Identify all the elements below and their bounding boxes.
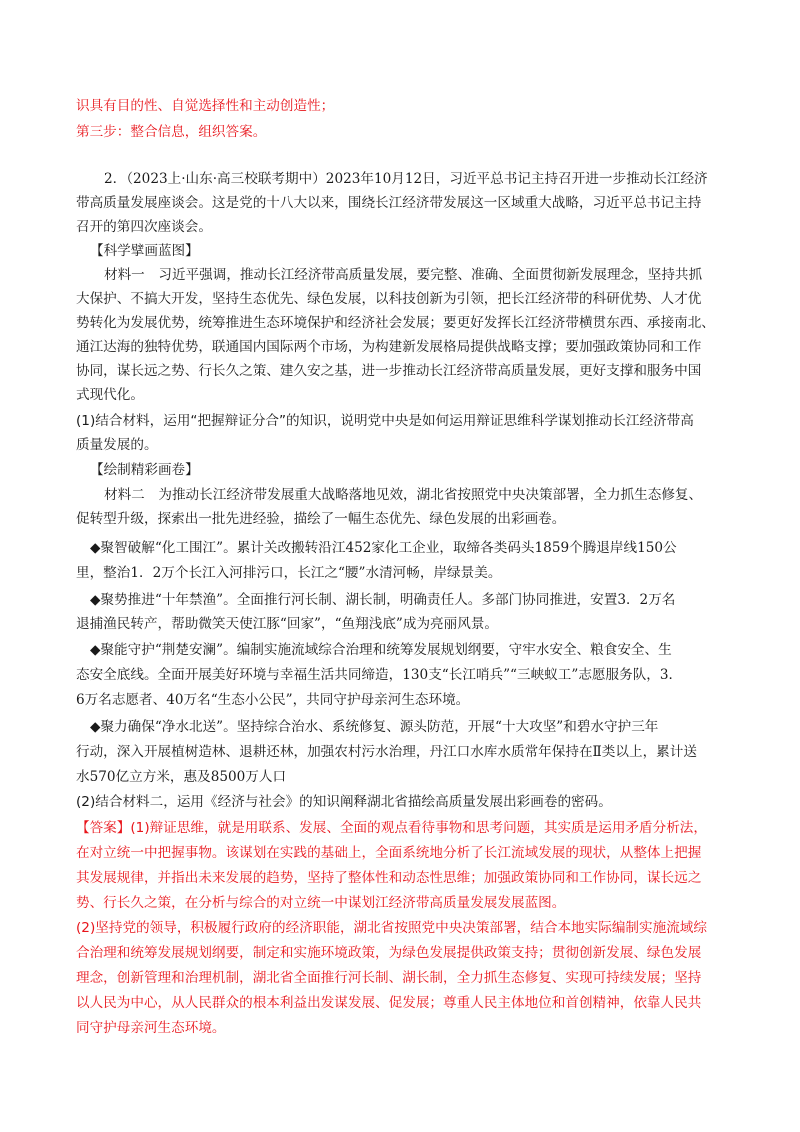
- answer-line: 其发展规律，并指出未来发展的趋势，坚持了整体性和动态性思维；加强政策协同和工作协同，谋长远之: [76, 870, 702, 886]
- answer-line: 在对立统一中把握事物。该谋划在实践的基础上，全面系统地分析了长江流域发展的现状，从整体上把握: [76, 845, 702, 861]
- section-title: 【科学擘画蓝图】: [90, 243, 199, 259]
- question-intro-line: 2．（2023上·山东·高三校联考期中）2023年10月12日，习近平总书记主持召开进一步推动长江经济: [104, 171, 708, 187]
- answer-text: (1)辩证思维，就是用联系、发展、全面的观点看待事物和思考问题，其实质是运用矛盾分析法，: [130, 820, 707, 836]
- bullet-line: 6万名志愿者、40万名“生态小公民”，共同守护母亲河生态环境。: [76, 692, 470, 708]
- answer-line: 势、行长久之策，在分析与综合的对立统一中谋划江经济带高质量发展发展蓝图。: [76, 895, 566, 911]
- material-line: 材料一 习近平强调，推动长江经济带高质量发展，要完整、准确、全面贯彻新发展理念，坚持共抓: [104, 267, 703, 283]
- bullet-line: 水570亿立方米，惠及8500万人口: [76, 769, 287, 785]
- answer-line: 同守护母亲河生态环境。: [76, 1020, 226, 1036]
- bullet-line: 态安全底线。全面开展美好环境与幸福生活共同缔造，130支“长江哨兵”“三峡蚁工”志愿服务队，3．: [76, 667, 683, 683]
- bullet-line: ◆聚势推进“十年禁渔”。全面推行河长制、湖长制，明确责任人。多部门协同推进，安置3．2万名: [90, 592, 676, 608]
- sub-question-line: (2)结合材料二，运用《经济与社会》的知识阐释湖北省描绘高质量发展出彩画卷的密码。: [76, 794, 612, 810]
- answer-label: 【答案】: [76, 820, 131, 836]
- material-line: 材料二 为推动长江经济带发展重大战略落地见效，湖北省按照党中央决策部署，全力抓生态修复、: [104, 487, 703, 503]
- bullet-line: ◆聚能守护“荆楚安澜”。编制实施流域综合治理和统筹发展规划纲要，守牢水安全、粮食安全、生: [90, 642, 672, 658]
- answer-line: 理念，创新管理和治理机制，湖北省全面推行河长制、湖长制，全力抓生态修复、实现可持续发展；坚持: [76, 970, 702, 986]
- sub-question-line: 质量发展的。: [76, 437, 158, 453]
- material-line: 协同，谋长远之势、行长久之策、建久安之基，进一步推动长江经济带高质量发展，更好支撑和服务中国: [76, 363, 702, 379]
- question-intro-line: 带高质量发展座谈会。这是党的十八大以来，围绕长江经济带发展这一区域重大战略，习近平总书记主持: [76, 195, 702, 211]
- material-line: 式现代化。: [76, 387, 144, 403]
- bullet-line: 退捕渔民转产，帮助微笑天使江豚“回家”，“鱼翔浅底”成为亮丽风景。: [76, 616, 499, 632]
- section-title: 【绘制精彩画卷】: [90, 462, 199, 478]
- answer-line: (2)坚持党的领导，积极履行政府的经济职能，湖北省按照党中央决策部署，结合本地实际编制实施流域综: [76, 920, 707, 936]
- material-line: 势转化为发展优势，统筹推进生态环境保护和经济社会发展；要更好发挥长江经济带横贯东西、承接南北、: [76, 315, 715, 331]
- sub-question-line: (1)结合材料，运用“把握辩证分合”的知识，说明党中央是如何运用辩证思维科学谋划推动长江经济带高: [76, 413, 694, 429]
- material-line: 大保护、不搞大开发，坚持生态优先、绿色发展，以科技创新为引领，把长江经济带的科研优势、人才优: [76, 291, 702, 307]
- step-line: 识具有目的性、自觉选择性和主动创造性；: [76, 98, 335, 114]
- answer-line: 以人民为中心，从人民群众的根本利益出发谋发展、促发展；尊重人民主体地位和首创精神，依靠人民共: [76, 995, 702, 1011]
- bullet-line: ◆聚智破解“化工围江”。累计关改搬转沿江452家化工企业，取缔各类码头1859个腾退岸线150公: [90, 540, 677, 556]
- bullet-line: ◆聚力确保“净水北送”。坚持综合治水、系统修复、源头防范，开展“十大攻坚”和碧水守护三年: [90, 719, 659, 735]
- material-line: 通江达海的独特优势，联通国内国际两个市场，为构建新发展格局提供战略支撑；要加强政策协同和工作: [76, 339, 702, 355]
- material-line: 促转型升级，探索出一批先进经验，描绘了一幅生态优先、绿色发展的出彩画卷。: [76, 511, 566, 527]
- bullet-line: 里，整治1．2万个长江入河排污口，长江之“腰”水清河畅，岸绿景美。: [76, 565, 502, 581]
- question-intro-line: 召开的第四次座谈会。: [76, 219, 212, 235]
- bullet-line: 行动，深入开展植树造林、退耕还林，加强农村污水治理，丹江口水库水质常年保持在Ⅱ类以上，累计送: [76, 744, 697, 760]
- step-line: 第三步：整合信息，组织答案。: [76, 124, 267, 140]
- answer-line: 合治理和统筹发展规划纲要，制定和实施环境政策，为绿色发展提供政策支持；贯彻创新发展、绿色发展: [76, 945, 702, 961]
- answer-line: [76, 818, 707, 838]
